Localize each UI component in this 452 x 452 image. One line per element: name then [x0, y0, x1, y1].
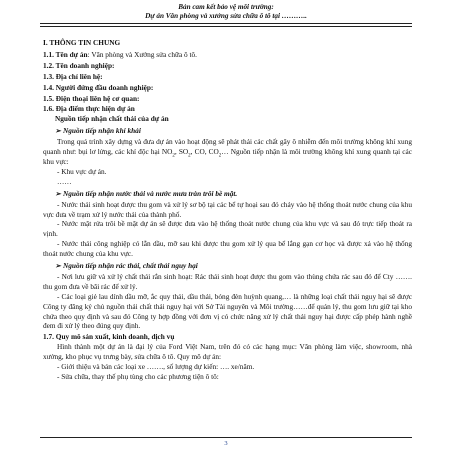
waste-sources-title: Nguồn tiếp nhận chất thải của dự án	[55, 114, 169, 124]
project-location-line: 1.6. Địa điểm thực hiện dự án	[43, 104, 135, 114]
solid-waste-para-2: - Các loại giẻ lau dính dầu mỡ, ắc quy thải, dầu thải, bóng đèn huỳnh quang,… là những loại chất thải nguy hại sẽ được Công ty đăng ký chủ nguồn thải chất thải nguy hại với Sở Tài nguyên và Môi trường……để quản lý, thu gom lưu giữ tại kho chứa theo quy định và sau đó Công ty hợp đồng với đơn vị có chức năng xử lý chất thải nguy hại được cấp phép hành nghề đem đi xử lý theo đúng quy định.	[43, 291, 412, 331]
arrow-bullet-icon: ➢	[55, 262, 61, 271]
water-heading: ➢ Nguồn tiếp nhận nước thải và nước mưa tràn trôi bề mặt.	[55, 188, 238, 198]
exhaust-bullet-1: - Khu vực dự án.	[57, 166, 107, 176]
company-name-line: 1.2. Tên doanh nghiệp:	[43, 60, 115, 70]
page-number: 3	[224, 440, 228, 447]
exhaust-heading: ➢ Nguồn tiếp nhận khí khải	[55, 126, 141, 136]
project-name-value: : Văn phòng và Xưởng sửa chữa ô tô.	[87, 49, 198, 59]
page-header	[40, 3, 412, 21]
solid-waste-para-1: - Nơi lưu giữ và xử lý chất thải rắn sinh hoạt: Rác thải sinh hoạt được thu gom vào thùng chứa rác sau đó để Cty ……. thu gom đưa về bãi rác để xử lý.	[43, 271, 412, 291]
scale-bullet-2: - Sửa chữa, thay thế phụ tùng cho các phương tiện ô tô:	[57, 372, 219, 381]
document-body	[43, 30, 412, 382]
phone-line: 1.5. Điện thoại liên hệ cơ quan:	[43, 93, 140, 103]
arrow-bullet-icon: ➢	[55, 189, 61, 198]
section-title: I. THÔNG TIN CHUNG	[43, 38, 121, 47]
water-para-2: - Nước mặt rửa trôi bề mặt dự án sẽ được đưa vào hệ thống thoát nước chung của khu vực và sau đó trực tiếp thoát ra vịnh.	[43, 219, 412, 239]
header-line-1: Bản cam kết bảo vệ môi trường:	[178, 3, 274, 11]
footer-rule	[40, 437, 412, 438]
header-rule	[40, 23, 412, 27]
exhaust-paragraph: Trong quá trình xây dựng và đưa dự án vào hoạt động sẽ phát thải các chất gây ô nhiễm đến môi trường không khí xung quanh như: bụi lơ lửng, các khí độc hại $NO_2$, $SO_2$, CO, $CO_2\dots$ Nguồn tiếp nhận là môi trường không khí xung quanh tại các khu vực:	[43, 137, 413, 166]
project-name-label: 1.1. Tên dự án	[43, 49, 88, 59]
scale-title: 1.7. Quy mô sản xuất, kinh doanh, dịch vụ	[43, 332, 175, 342]
project-name-line	[43, 50, 412, 60]
solid-waste-heading: ➢ Nguồn tiếp nhận rác thải, chất thải nguy hại	[55, 261, 198, 271]
contact-address-line: 1.3. Địa chỉ liên hệ:	[43, 71, 103, 81]
scale-paragraph: Hình thành một dự án là đại lý của Ford Việt Nam, trên đó có các hạng mục: Văn phòng làm việc, showroom, nhà xưởng, kho phục vụ trưng bày, sửa chữa ô tô. Quy mô dự án:	[43, 342, 412, 362]
header-line-2: Dự án Văn phòng và xưởng sửa chữa ô tô tại ………..	[145, 12, 307, 20]
scale-bullet-1: - Giới thiệu và bán các loại xe ……., số lượng dự kiến: …. xe/năm.	[57, 362, 255, 372]
exhaust-bullet-2: ……	[57, 176, 72, 186]
water-para-3: - Nước thải công nghiệp có lẫn dầu, mỡ sau khi được thu gom xử lý qua bể lắng gạn cơ học và được xả vào hệ thống thoát nước chung của khu vực.	[43, 239, 412, 259]
arrow-bullet-icon: ➢	[55, 127, 61, 136]
water-para-1: - Nước thải sinh hoạt được thu gom và xử lý sơ bộ tại các bể tự hoại sau đó chảy vào hệ thống thoát nước chung của khu vực đưa về trạm xử lý nước thải của thành phố.	[43, 199, 412, 219]
company-head-line: 1.4. Người đứng đầu doanh nghiệp:	[43, 82, 154, 92]
